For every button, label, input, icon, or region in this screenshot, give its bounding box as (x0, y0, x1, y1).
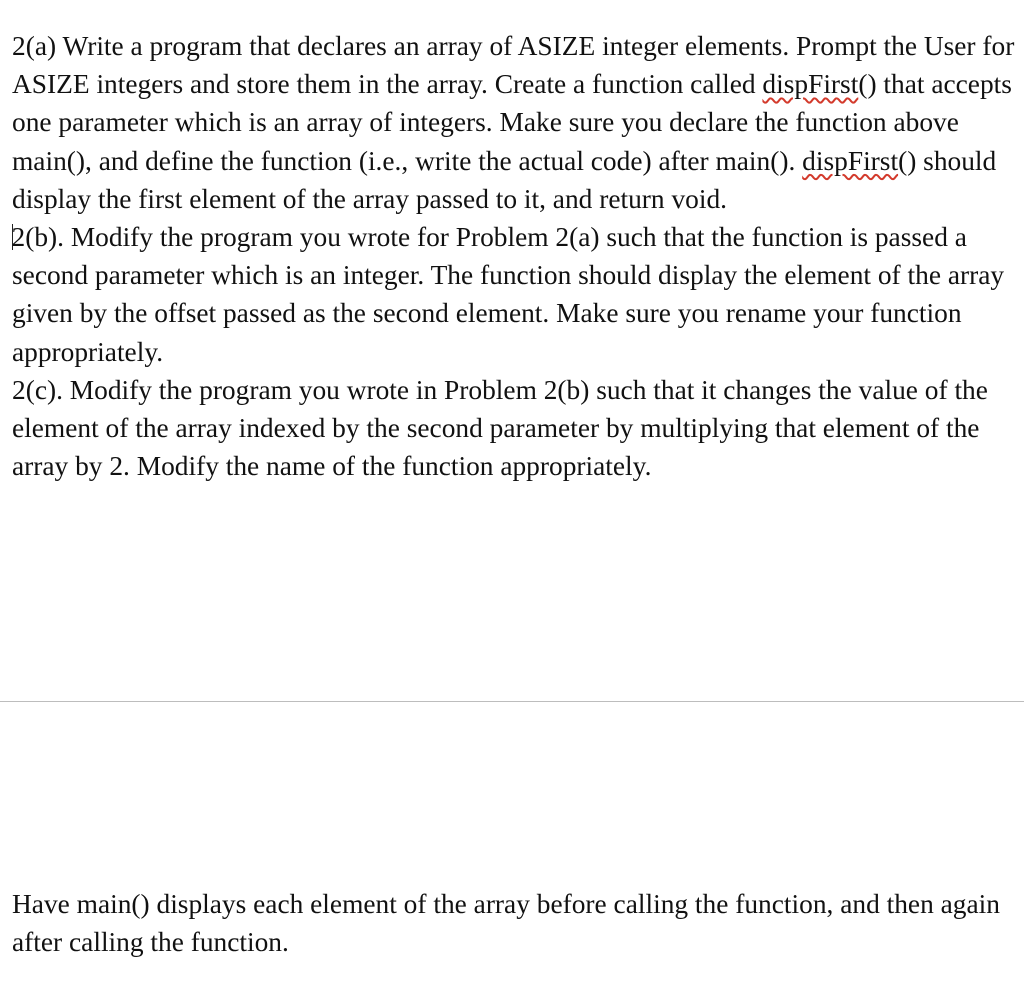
footer-note (12, 885, 1016, 961)
document-body (12, 27, 1016, 485)
problem-2c-text: 2(c). Modify the program you wrote in Problem 2(b) such that it changes the value of the element of the array indexed by the second parameter by multiplying that element of the array by 2. Modify the name of the function appropriately. (12, 374, 988, 482)
footer-text: Have main() displays each element of the array before calling the function, and then again after calling the function. (12, 889, 1000, 958)
problem-2a (12, 27, 1016, 218)
problem-2c (12, 371, 1016, 486)
misspelled-function-name[interactable]: dispFirst (762, 69, 859, 100)
problem-2a-text-1: 2(a) Write a program that declares an array of ASIZE integer elements. Prompt the User for ASIZE integers and store them in the array. Create a function called (12, 31, 1015, 100)
problem-2a-text-2: () that accepts one parameter which is an array of integers. Make sure you declare the function above main(), and define the function (i.e., write the actual code) after main(). (12, 69, 1012, 176)
problem-2b (12, 218, 1016, 371)
problem-2a-text-3: () should display the first element of the array passed to it, and return void. (12, 145, 997, 214)
problem-2b-text: 2(b). Modify the program you wrote for Problem 2(a) such that the function is passed a second parameter which is an integer. The function should display the element of the array given by the offset passed as the second element. Make sure you rename your function appropriately. (11, 222, 1005, 367)
misspelled-function-name[interactable]: dispFirst (802, 145, 899, 176)
section-divider (0, 701, 1024, 702)
